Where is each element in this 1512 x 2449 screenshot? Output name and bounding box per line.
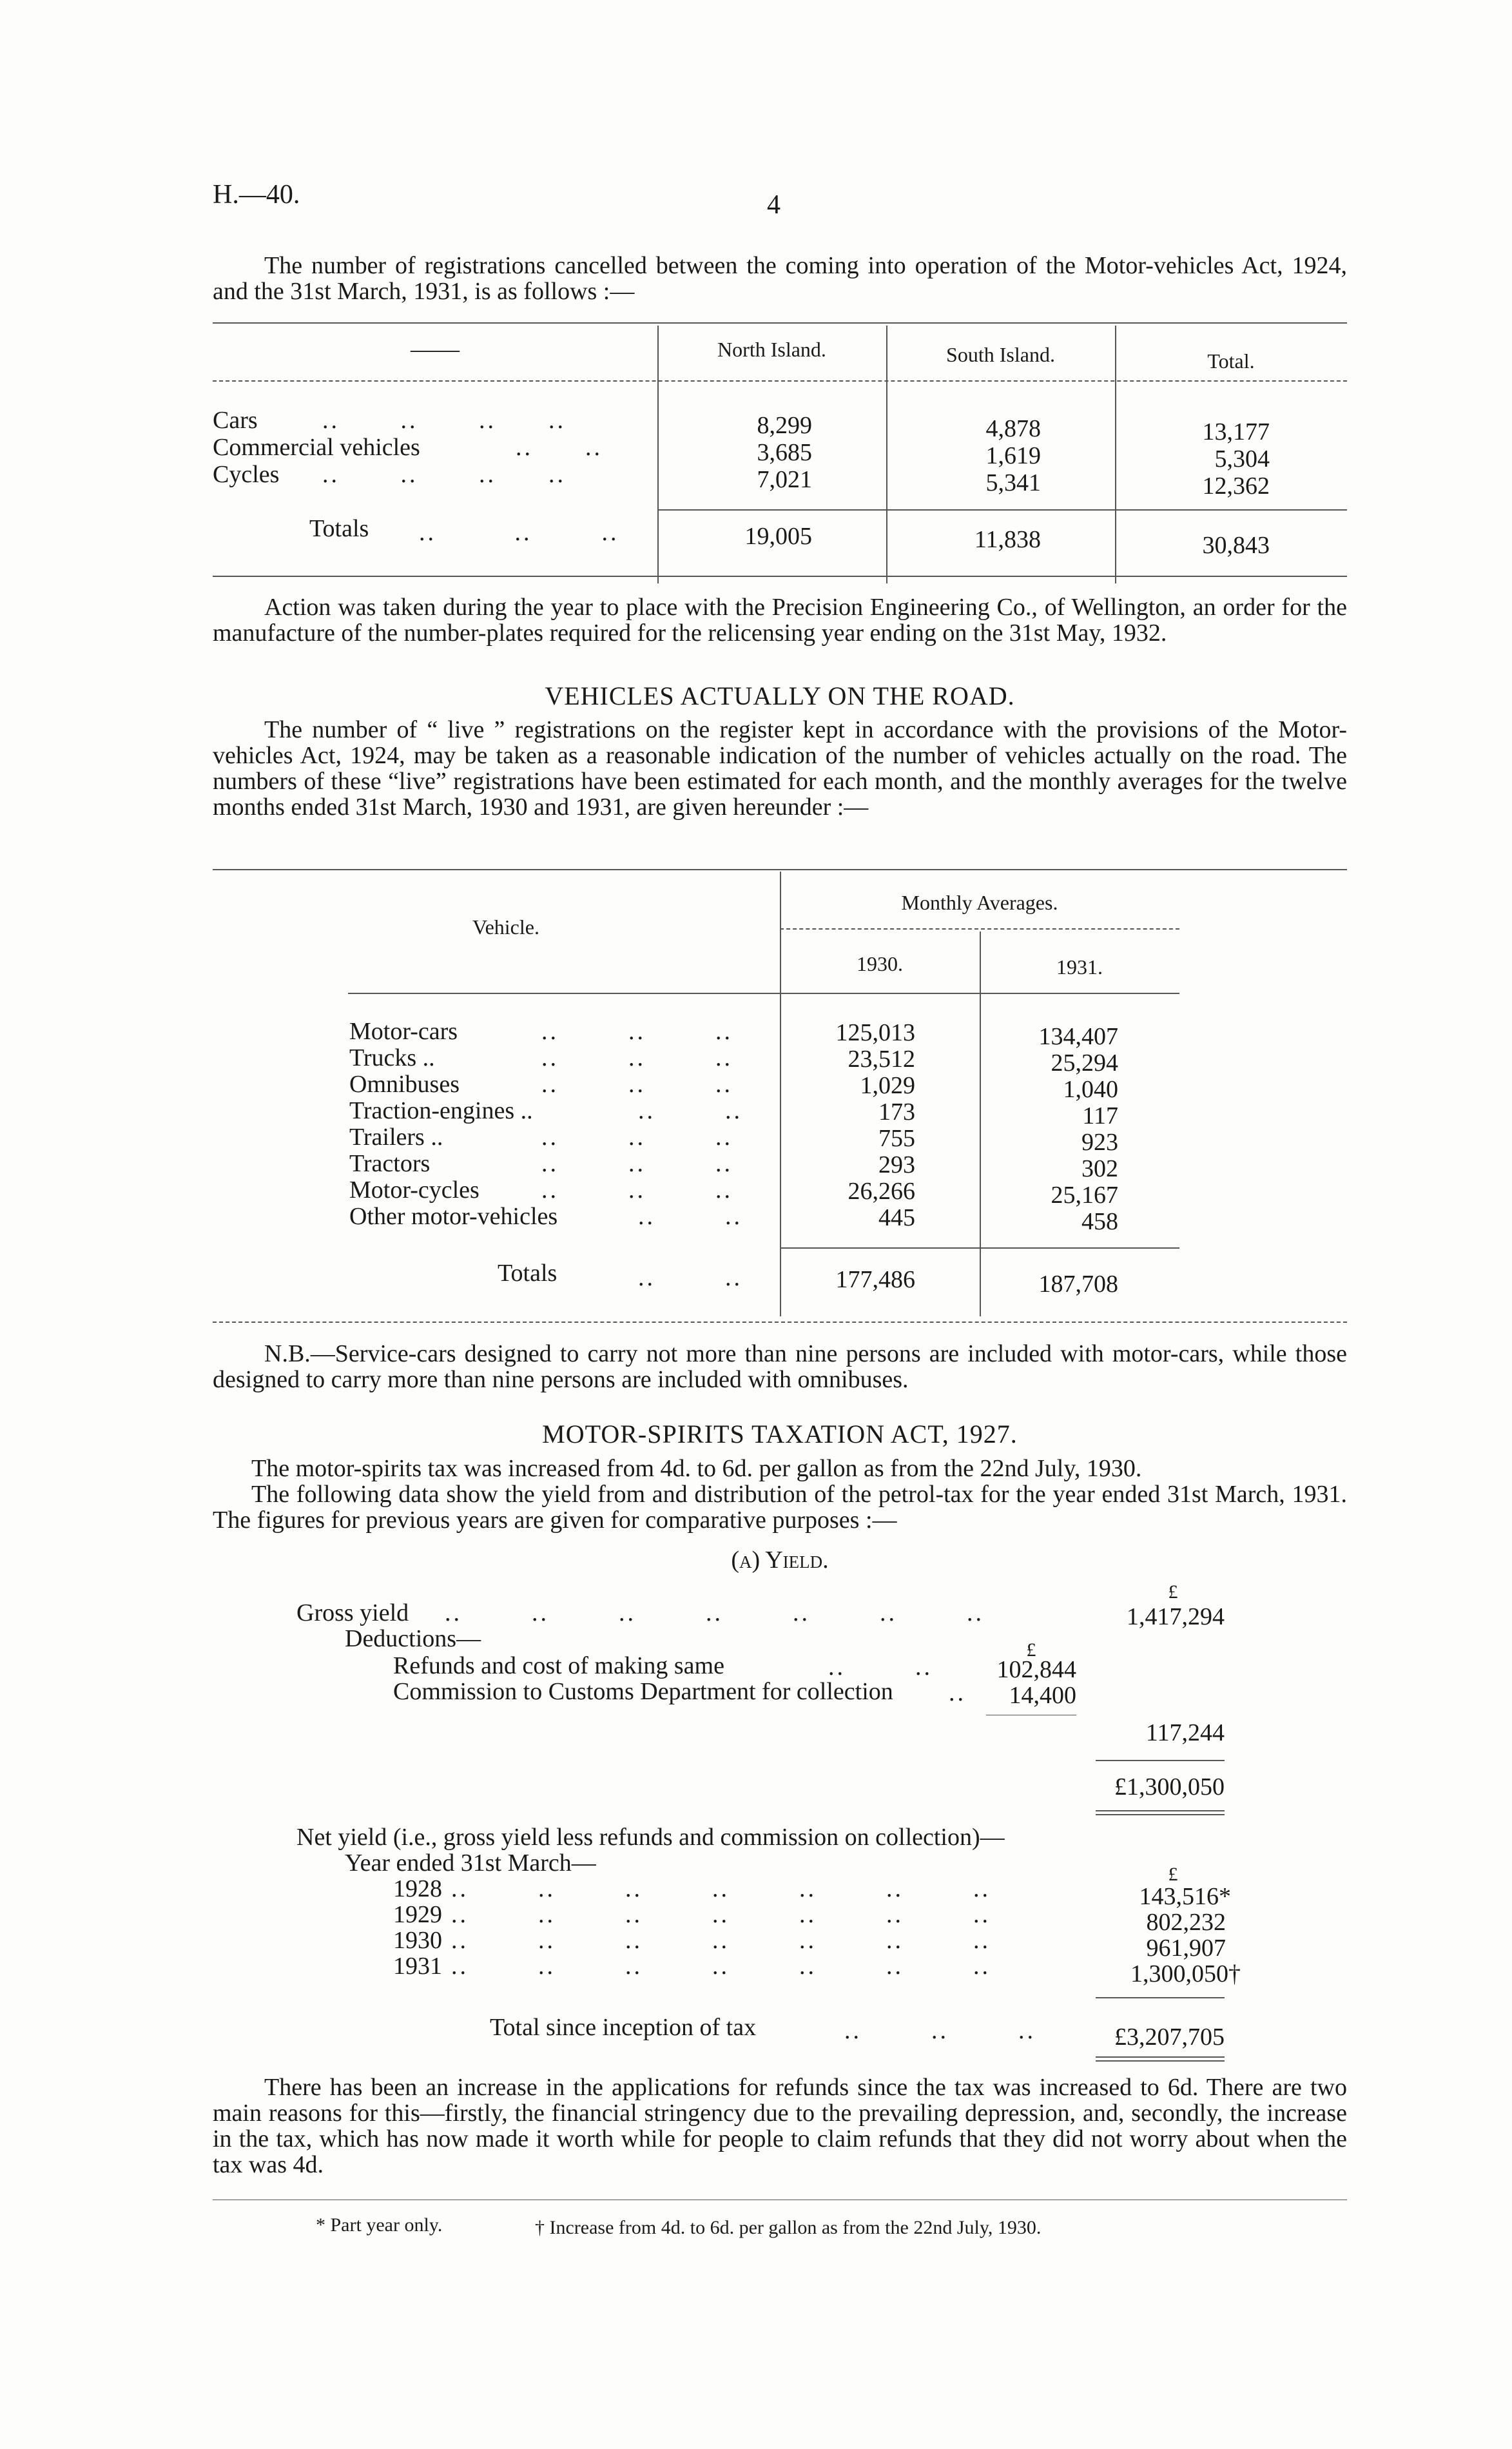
cell-totals-1931: 187,708 bbox=[1038, 1271, 1118, 1298]
totals-label: Totals bbox=[309, 515, 369, 542]
yield-subheading: (a) Yield. bbox=[731, 1546, 829, 1574]
vehicle-label: Omnibuses bbox=[349, 1071, 460, 1098]
cell-totals-total: 30,843 bbox=[1202, 532, 1270, 559]
commission-value: 14,400 bbox=[1009, 1682, 1076, 1709]
vehicles-note: N.B.—Service-cars designed to carry not more than nine persons are included with motor-cars, while those designed to carry more than nine persons are included with omnibuses. bbox=[213, 1340, 1347, 1393]
leader-dots: .. .. .. bbox=[541, 1044, 733, 1071]
leader-dots: .. .. .. .. .. .. .. bbox=[451, 1901, 991, 1928]
leader-dots: .. .. bbox=[638, 1097, 742, 1124]
leader-dots: .. .. .. bbox=[541, 1018, 733, 1045]
year-label: 1928 bbox=[393, 1875, 442, 1902]
commission-label: Commission to Customs Department for collection bbox=[393, 1678, 893, 1705]
leader-dots: .. bbox=[949, 1679, 966, 1706]
motor-spirits-line2: The following data show the yield from and distribution of the petrol-tax for the year ended 31st March, 1931. The figures for previous years are given for comparative purposes :— bbox=[213, 1481, 1347, 1534]
year-ended-label: Year ended 31st March— bbox=[345, 1849, 596, 1877]
header-total: Total. bbox=[1207, 349, 1255, 373]
vehicles-intro: The number of “ live ” registrations on the register kept in accordance with the provisions of the Motor-vehicles Act, 1924, may be taken as a reasonable indication of the number of vehicles actually on the road. The numbers of these “live” registrations have been estimated for each month, and the monthly averages for the twelve months ended 31st March, 1930 and 1931, are given hereunder :— bbox=[213, 716, 1347, 821]
header-1931: 1931. bbox=[1056, 955, 1103, 979]
cell-cars-north: 8,299 bbox=[757, 412, 812, 439]
action-paragraph: Action was taken during the year to place with the Precision Engineering Co., of Wellington, an order for the manufacture of the number-plates required for the relicensing year ending on the 31st May, 1932. bbox=[213, 594, 1347, 647]
cell-1930: 23,512 bbox=[848, 1046, 915, 1073]
year-label: 1930 bbox=[393, 1927, 442, 1954]
cell-1930: 293 bbox=[878, 1151, 915, 1178]
cell-1931: 25,167 bbox=[1051, 1182, 1118, 1209]
leader-dots: .. .. .. .. bbox=[322, 461, 566, 488]
cell-totals-north: 19,005 bbox=[744, 523, 812, 550]
total-since-inception-label: Total since inception of tax bbox=[490, 2014, 757, 2041]
leader-dots: .. .. .. bbox=[541, 1150, 733, 1177]
year-value: 143,516* bbox=[1139, 1883, 1231, 1910]
cell-1931: 302 bbox=[1081, 1155, 1118, 1182]
cell-1931: 923 bbox=[1081, 1129, 1118, 1156]
totals-label: Totals bbox=[498, 1260, 557, 1287]
header-1930: 1930. bbox=[857, 952, 903, 975]
footnote-increase: † Increase from 4d. to 6d. per gallon as from the 22nd July, 1930. bbox=[535, 2217, 1042, 2238]
double-rule bbox=[1096, 2060, 1225, 2062]
cancelled-intro: The number of registrations cancelled between the coming into operation of the Motor-vehicles Act, 1924, and the 31st March, 1931, is as follows :— bbox=[213, 252, 1347, 305]
cell-1930: 26,266 bbox=[848, 1178, 915, 1205]
cell-1930: 125,013 bbox=[835, 1019, 915, 1046]
leader-dots: .. .. .. .. .. .. .. bbox=[451, 1927, 991, 1954]
row-label-commercial: Commercial vehicles bbox=[213, 434, 420, 461]
cell-1930: 1,029 bbox=[860, 1072, 915, 1099]
table-rule bbox=[213, 380, 1347, 382]
cell-totals-1930: 177,486 bbox=[835, 1266, 915, 1293]
gross-yield-label: Gross yield bbox=[296, 1599, 409, 1626]
leader-dots: .. .. .. bbox=[541, 1071, 733, 1098]
table-rule bbox=[213, 576, 1347, 577]
pound-symbol: £ bbox=[1168, 1864, 1178, 1885]
refunds-value: 102,844 bbox=[996, 1656, 1076, 1683]
vehicle-label: Traction-engines .. bbox=[349, 1097, 533, 1124]
leader-dots: .. .. .. bbox=[844, 2017, 1036, 2044]
totals-rule bbox=[657, 509, 1347, 511]
cell-1931: 134,407 bbox=[1038, 1023, 1118, 1050]
cell-commercial-total: 5,304 bbox=[1214, 445, 1270, 473]
cell-1931: 117 bbox=[1082, 1102, 1118, 1129]
table-rule bbox=[213, 322, 1347, 324]
vehicle-label: Motor-cars bbox=[349, 1018, 458, 1045]
leader-dots: .. .. .. .. .. .. .. bbox=[445, 1599, 984, 1626]
cell-1931: 25,294 bbox=[1051, 1049, 1118, 1077]
subtotal-rule bbox=[1096, 1997, 1225, 1998]
leader-dots: .. .. .. bbox=[541, 1176, 733, 1204]
refunds-label: Refunds and cost of making same bbox=[393, 1652, 724, 1679]
document-reference: H.—40. bbox=[213, 180, 300, 210]
leader-dots: .. .. bbox=[828, 1654, 933, 1681]
row-label-cars: Cars bbox=[213, 407, 258, 434]
totals-rule bbox=[780, 1247, 1179, 1249]
cell-1931: 1,040 bbox=[1063, 1076, 1118, 1103]
table-rule bbox=[780, 928, 1179, 930]
leader-dots: .. .. .. bbox=[541, 1124, 733, 1151]
year-value: 1,300,050† bbox=[1130, 1960, 1241, 1987]
year-label: 1931 bbox=[393, 1953, 442, 1980]
leader-dots: .. .. .. .. .. .. .. bbox=[451, 1875, 991, 1902]
header-monthly-averages: Monthly Averages. bbox=[901, 891, 1058, 914]
deductions-total: 117,244 bbox=[1145, 1719, 1225, 1746]
double-rule bbox=[1096, 2056, 1225, 2058]
header-north-island: North Island. bbox=[717, 338, 826, 361]
year-value: 961,907 bbox=[1146, 1935, 1226, 1962]
leader-dots: .. .. .. bbox=[419, 519, 619, 546]
gross-yield-value: 1,417,294 bbox=[1127, 1603, 1225, 1630]
vehicle-label: Trailers .. bbox=[349, 1124, 443, 1151]
cell-totals-south: 11,838 bbox=[974, 526, 1041, 553]
pound-symbol: £ bbox=[1026, 1639, 1036, 1661]
header-south-island: South Island. bbox=[946, 343, 1055, 366]
cell-cycles-total: 12,362 bbox=[1202, 473, 1270, 500]
cell-commercial-south: 1,619 bbox=[985, 442, 1041, 469]
leader-dots: .. .. bbox=[638, 1264, 742, 1291]
cell-1930: 445 bbox=[878, 1204, 915, 1231]
year-label: 1929 bbox=[393, 1901, 442, 1928]
header-vehicle: Vehicle. bbox=[472, 915, 539, 939]
cell-commercial-north: 3,685 bbox=[757, 439, 812, 466]
cell-1931: 458 bbox=[1081, 1208, 1118, 1235]
leader-dots: .. .. bbox=[516, 434, 603, 461]
year-value: 802,232 bbox=[1146, 1909, 1226, 1936]
leader-dots: .. .. .. .. .. .. .. bbox=[451, 1953, 991, 1980]
vehicles-heading: VEHICLES ACTUALLY ON THE ROAD. bbox=[545, 681, 1015, 710]
vehicle-label: Trucks .. bbox=[349, 1044, 435, 1071]
pound-symbol: £ bbox=[1168, 1581, 1178, 1603]
vehicle-label: Other motor-vehicles bbox=[349, 1203, 558, 1230]
cell-1930: 173 bbox=[878, 1098, 915, 1126]
cell-cars-south: 4,878 bbox=[985, 415, 1041, 442]
table-rule bbox=[213, 1322, 1347, 1323]
cell-cycles-north: 7,021 bbox=[757, 466, 812, 493]
net-result: £1,300,050 bbox=[1114, 1773, 1225, 1800]
total-since-inception-value: £3,207,705 bbox=[1114, 2024, 1225, 2051]
cell-cycles-south: 5,341 bbox=[985, 469, 1041, 496]
table-rule bbox=[213, 869, 1347, 870]
cell-1930: 755 bbox=[878, 1125, 915, 1152]
blank-column-header: —— bbox=[411, 336, 460, 363]
double-rule bbox=[1096, 1810, 1225, 1811]
double-rule bbox=[1096, 1814, 1225, 1815]
leader-dots: .. .. bbox=[638, 1203, 742, 1230]
closing-paragraph: There has been an increase in the applications for refunds since the tax was increased to 6d. There are two main reasons for this—firstly, the financial stringency due to the prevailing depression, and, secondly, the increase in the tax, which has now made it worth while for people to claim refunds that they did not worry about when the tax was 4d. bbox=[213, 2074, 1347, 2178]
motor-spirits-heading: MOTOR-SPIRITS TAXATION ACT, 1927. bbox=[542, 1420, 1018, 1449]
cell-cars-total: 13,177 bbox=[1202, 418, 1270, 445]
table-rule bbox=[348, 993, 1179, 994]
net-yield-label: Net yield (i.e., gross yield less refunds and commission on collection)— bbox=[296, 1824, 1005, 1851]
vehicle-label: Motor-cycles bbox=[349, 1176, 480, 1204]
leader-dots: .. .. .. .. bbox=[322, 407, 566, 434]
subtotal-rule bbox=[1096, 1760, 1225, 1761]
footnote-part-year: * Part year only. bbox=[316, 2214, 443, 2236]
deductions-label: Deductions— bbox=[345, 1625, 481, 1652]
page-number: 4 bbox=[767, 190, 780, 220]
motor-spirits-line1: The motor-spirits tax was increased from 4d. to 6d. per gallon as from the 22nd July, 1930. bbox=[251, 1455, 1142, 1482]
row-label-cycles: Cycles bbox=[213, 461, 280, 488]
vehicle-label: Tractors bbox=[349, 1150, 431, 1177]
